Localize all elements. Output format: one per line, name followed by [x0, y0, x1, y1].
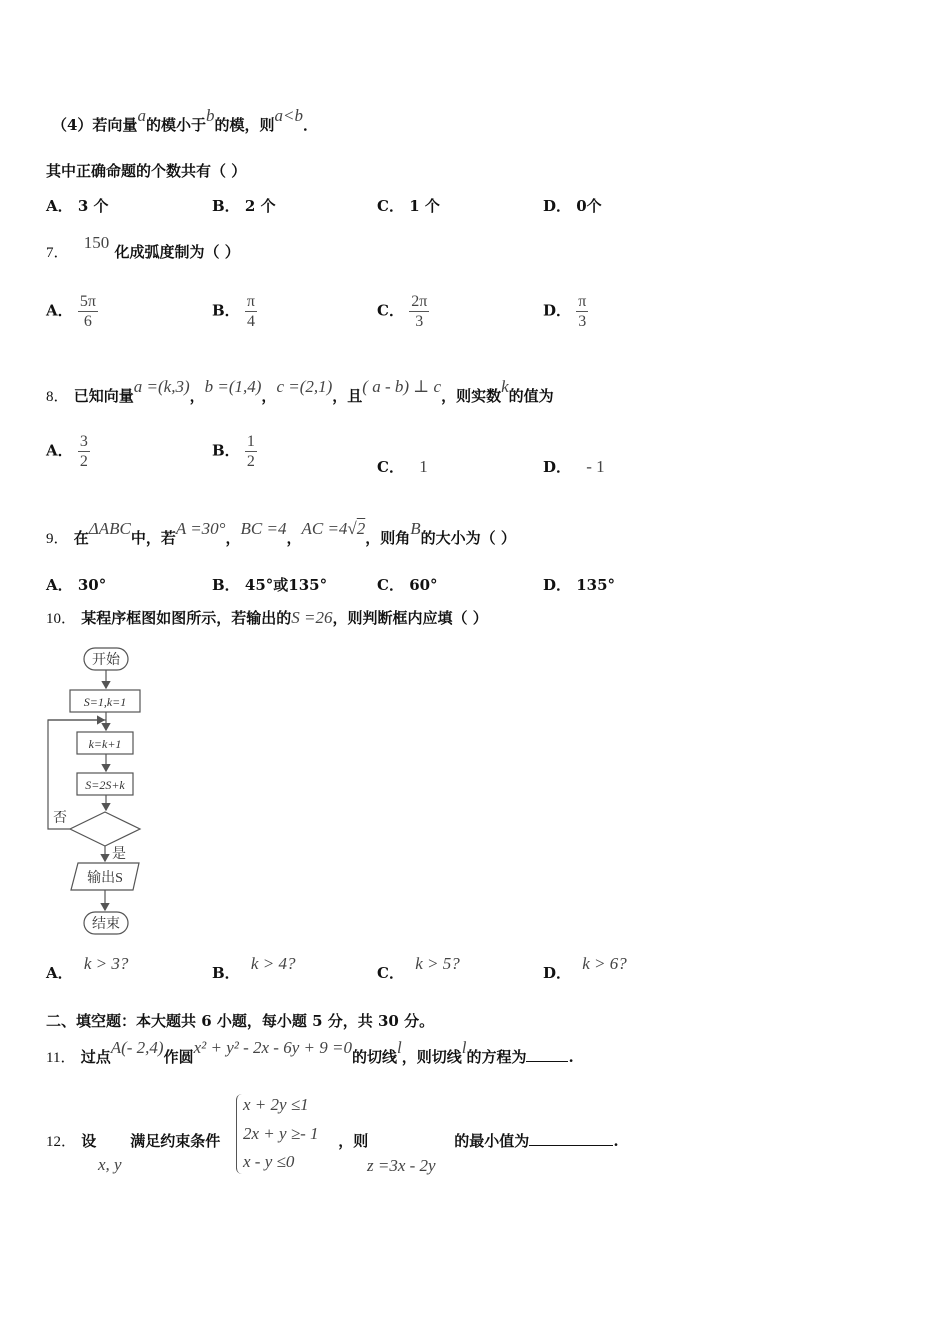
fraction: $\frac{2\pi}{3}$	[411, 293, 428, 330]
fraction: $\frac{\pi}{4}$	[246, 293, 255, 330]
q10-option-a[interactable]: A． k > 3?	[46, 954, 129, 982]
constraint-3: x - y ≤0	[243, 1152, 295, 1171]
constraint-2: 2x + y ≥- 1	[243, 1124, 319, 1143]
fraction: $\frac{\pi}{3}$	[578, 293, 587, 330]
q7-option-d[interactable]: D． $\frac{\pi}{3}$	[543, 293, 587, 330]
q10-option-c[interactable]: C． k > 5?	[377, 954, 460, 982]
answer-blank[interactable]	[526, 1047, 568, 1062]
q6-stem: 其中正确命题的个数共有（ ）	[46, 162, 247, 180]
q8-option-d[interactable]: D． - 1	[543, 457, 605, 476]
flowchart	[40, 640, 200, 945]
degree-value: 150	[83, 233, 110, 252]
q7-option-c[interactable]: C． $\frac{2\pi}{3}$	[377, 293, 428, 330]
q9-option-a[interactable]: A． 30°	[46, 576, 107, 594]
vector-b: b	[205, 106, 215, 125]
flow-start-label: 开始	[92, 653, 120, 668]
q10-stem: 10． 某程序框图如图所示，若输出的S =26，则判断框内应填（ ）	[46, 608, 488, 627]
q9-option-c[interactable]: C． 60°	[377, 576, 438, 594]
flow-output-label: 输出S	[87, 871, 123, 886]
q8-stem: 8． 已知向量a =(k,3)，b =(1,4)，c =(2,1)，且( a - b) ⊥ c，则实数k的值为	[46, 377, 554, 405]
flow-no-label: 否	[53, 811, 67, 826]
constraint-1: x + 2y ≤1	[243, 1095, 309, 1114]
q10-option-d[interactable]: D． k > 6?	[543, 954, 627, 982]
q6-option-d[interactable]: D． 0个	[543, 197, 602, 215]
vector-a: a	[137, 106, 146, 125]
q9-option-b[interactable]: B． 45°或135°	[212, 576, 328, 594]
fraction: $\frac{5\pi}{6}$	[79, 293, 96, 330]
q8-option-b[interactable]: B． $\frac{1}{2}$	[212, 433, 255, 470]
flow-end-label: 结束	[92, 917, 120, 932]
q7-option-a[interactable]: A． $\frac{5\pi}{6}$	[46, 293, 96, 330]
flow-yes-label: 是	[112, 847, 126, 862]
q10-option-b[interactable]: B． k > 4?	[212, 954, 296, 982]
q6-option-c[interactable]: C． 1 个	[377, 197, 440, 215]
q7-option-b[interactable]: B． $\frac{\pi}{4}$	[212, 293, 255, 330]
q12-stem: 12． 设 满足约束条件 ，则 的最小值为 .	[46, 1132, 619, 1150]
q9-option-d[interactable]: D． 135°	[543, 576, 616, 594]
flow-step1-label: k=k+1	[88, 737, 122, 751]
q8-option-a[interactable]: A． $\frac{3}{2}$	[46, 433, 88, 470]
section-heading: 二、填空题：本大题共 6 小题，每小题 5 分，共 30 分。	[46, 1012, 435, 1030]
q6-option-a[interactable]: A． 3 个	[46, 197, 109, 215]
q6-option-b[interactable]: B． 2 个	[212, 197, 276, 215]
constraint-brace	[236, 1094, 243, 1174]
flow-step2-label: S=2S+k	[85, 778, 125, 792]
inequality: a<b	[274, 106, 303, 125]
objective: z =3x - 2y	[367, 1156, 436, 1175]
q11-stem: 11． 过点A(- 2,4)作圆x² + y² - 2x - 6y + 9 =0的切线l，则切线l的方程为 .	[46, 1038, 574, 1066]
q8-option-c[interactable]: C． 1	[377, 457, 428, 476]
flow-decision	[70, 812, 140, 846]
answer-blank[interactable]	[529, 1131, 613, 1146]
flow-init-label: S=1,k=1	[83, 695, 127, 709]
q9-stem: 9． 在ΔABC中，若A =30°，BC =4，AC =4√2，则角B的大小为（ ）	[46, 519, 516, 547]
question-number: 7．	[46, 245, 69, 261]
q6-item4: （4）若向量a的模小于b的模，则a<b．	[52, 106, 318, 134]
q12-vars: x, y	[98, 1155, 122, 1174]
q7-stem: 7． 150 化成弧度制为（ ）	[46, 233, 240, 261]
